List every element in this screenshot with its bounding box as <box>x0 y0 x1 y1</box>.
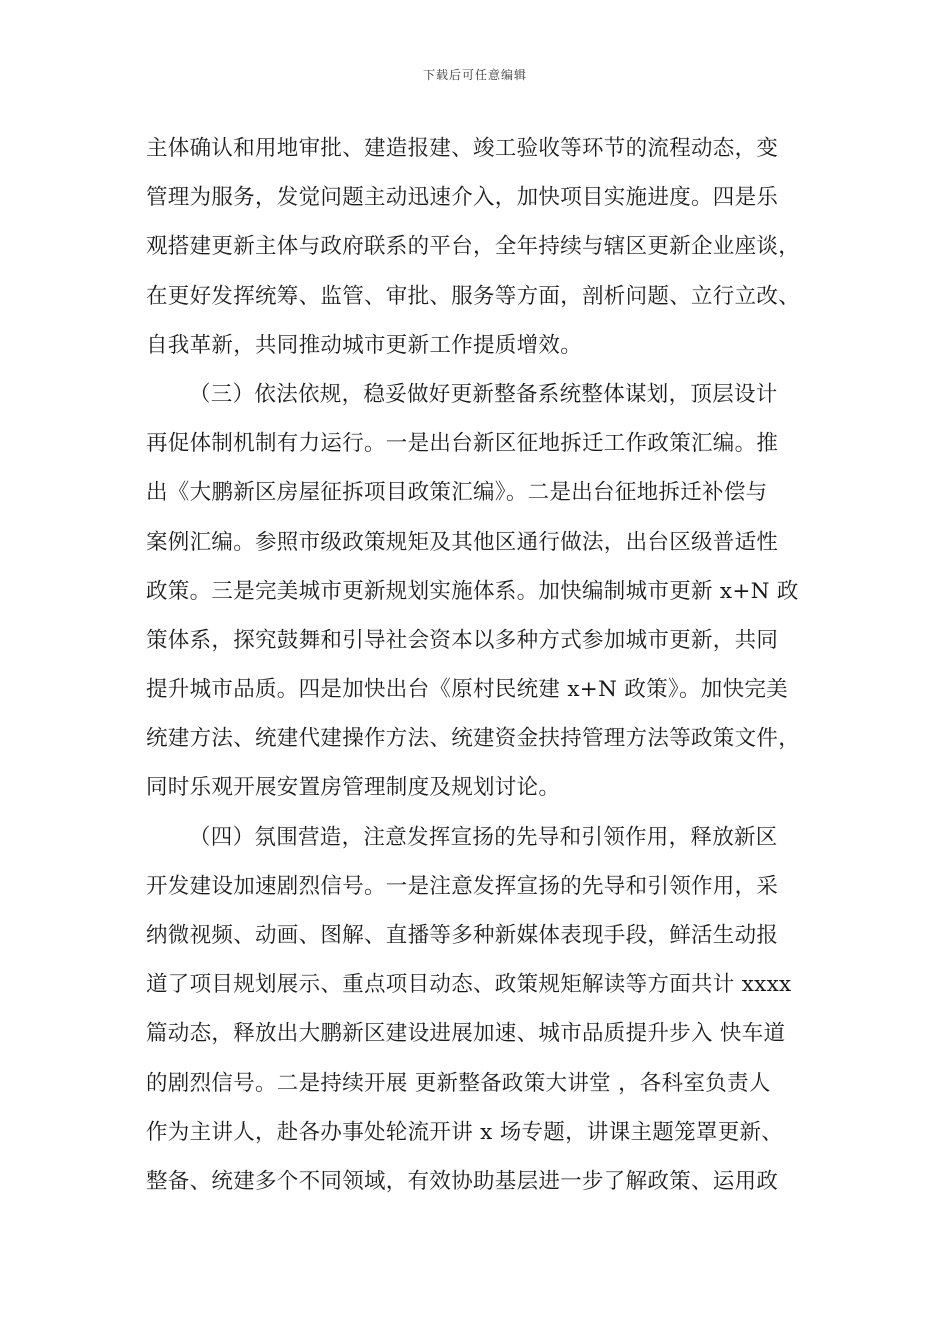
text-line: 篇动态，释放出大鹏新区建设进展加速、城市品质提升步入 快车道 <box>146 1021 786 1047</box>
text-line: 出《大鹏新区房屋征拆项目政策汇编》。二是出台征地拆迁补偿与 <box>146 480 768 506</box>
text-line: 同时乐观开展安置房管理制度及规划讨论。 <box>146 775 561 801</box>
text-line: 整备、统建多个不同领域，有效协助基层进一步了解政策、运用政 <box>146 1168 779 1194</box>
text-line: 纳微视频、动画、图解、直播等多种新媒体表现手段，鲜活生动报 <box>146 923 779 948</box>
text-line: 管理为服务，发觉问题主动迅速介入，加快项目实施进度。四是乐 <box>146 185 779 211</box>
section-heading-line: （四）氛围营造，注意发挥宣扬的先导和引领作用，释放新区 <box>189 824 778 850</box>
document-body <box>146 124 836 1206</box>
text-line: 主体确认和用地审批、建造报建、竣工验收等环节的流程动态，变 <box>146 136 779 161</box>
text-line: 道了项目规划展示、重点项目动态、政策规矩解读等方面共计 xxxx <box>146 972 792 998</box>
text-line: 案例汇编。参照市级政策规矩及其他区通行做法，出台区级普适性 <box>146 529 779 555</box>
text-line: 的剧烈信号。二是持续开展 更新整备政策大讲堂 ，各科室负责人 <box>146 1070 771 1096</box>
text-line: 策体系，探究鼓舞和引导社会资本以多种方式参加城市更新，共同 <box>146 627 779 653</box>
text-line: 统建方法、统建代建操作方法、统建资金扶持管理方法等政策文件， <box>146 726 801 752</box>
page-header: 下载后可任意编辑 <box>422 68 527 82</box>
text-line: 作为主讲人，赴各办事处轮流开讲 x 场专题，讲课主题笼罩更新、 <box>146 1119 784 1145</box>
text-line: 开发建设加速剧烈信号。一是注意发挥宣扬的先导和引领作用，采 <box>146 873 779 899</box>
section-heading-line: （三）依法依规，稳妥做好更新整备系统整体谋划，顶层设计 <box>189 381 778 407</box>
text-line: 再促体制机制有力运行。一是出台新区征地拆迁工作政策汇编。推 <box>146 431 779 457</box>
text-line: 提升城市品质。四是加快出台《原村民统建 x+N 政策》。加快完美 <box>146 677 788 703</box>
text-line: 政策。三是完美城市更新规划实施体系。加快编制城市更新 x+N 政 <box>146 578 799 604</box>
text-line: 在更好发挥统筹、监管、审批、服务等方面，剖析问题、立行立改、 <box>146 283 801 309</box>
text-line: 自我革新，共同推动城市更新工作提质增效。 <box>146 332 583 358</box>
text-line: 观搭建更新主体与政府联系的平台，全年持续与辖区更新企业座谈， <box>146 234 801 260</box>
